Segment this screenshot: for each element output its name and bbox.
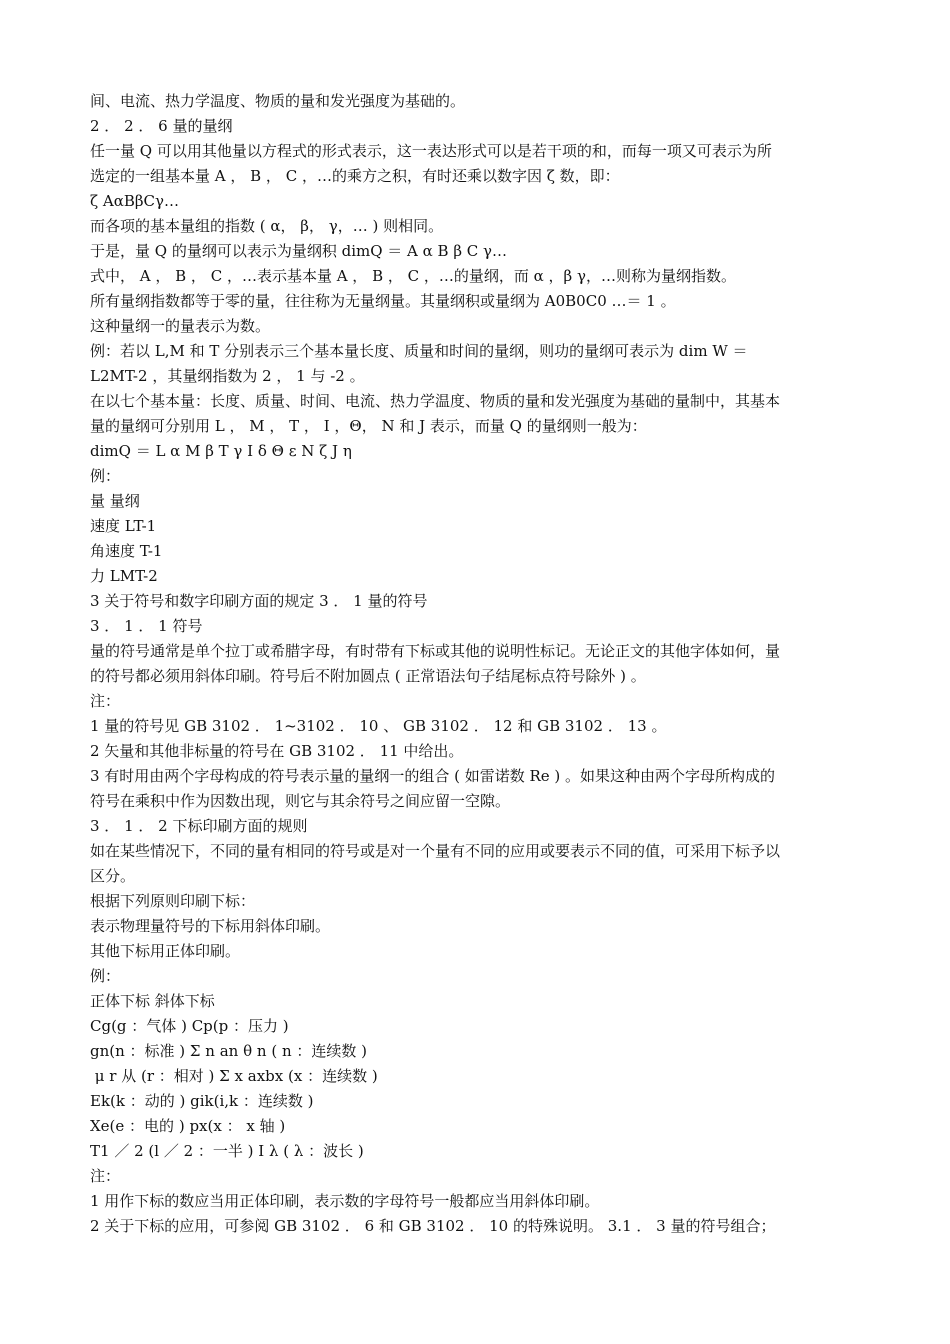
table-row-line: 速度 LT-1 (90, 517, 157, 535)
section-heading: 2 ． 2 ． 6 量的量纲 (90, 117, 233, 135)
table-row-line: Cg(g ：气体 ) Cp(p ：压力 ) (90, 1017, 289, 1035)
table-row-line: gn(n ：标准 ) Σ n an θ n ( n ：连续数 ) (90, 1042, 368, 1060)
table-header-line: 正体下标 斜体下标 (90, 992, 215, 1010)
text-line: 于是，量 Q 的量纲可以表示为量纲积 dimQ ＝ A α B β C γ… (90, 242, 507, 260)
text-line: 根据下列原则印刷下标： (90, 892, 256, 910)
text-line: 量的符号通常是单个拉丁或希腊字母，有时带有下标或其他的说明性标记。无论正文的其他字体如何，量 (90, 642, 781, 660)
table-row-line: μ r 从 (r ：相对 ) Σ x axbx (x ：连续数 ) (90, 1067, 378, 1085)
note-item: 3 有时用由两个字母构成的符号表示量的量纲一的组合 ( 如雷诺数 Re ) 。如果这种由两个字母所构成的 (90, 767, 776, 785)
text-line: 这种量纲一的量表示为数。 (90, 317, 271, 335)
text-line: 区分。 (90, 867, 136, 885)
formula-line: ζ AαBβCγ… (90, 192, 179, 210)
note-item: 2 矢量和其他非标量的符号在 GB 3102 ． 11 中给出。 (90, 742, 464, 760)
text-line: 符号在乘积中作为因数出现，则它与其余符号之间应留一空隙。 (90, 792, 511, 810)
text-line: 在以七个基本量：长度、质量、时间、电流、热力学温度、物质的量和发光强度为基础的量制中，其基本 (90, 392, 781, 410)
note-item: 1 用作下标的数应当用正体印刷，表示数的字母符号一般都应当用斜体印刷。 (90, 1192, 600, 1210)
text-line: 而各项的基本量组的指数 ( α， β， γ，… ) 则相同。 (90, 217, 444, 235)
table-row-line: Xe(e ：电的 ) px(x ： x 轴 ) (90, 1117, 286, 1135)
text-line: L2MT-2 ，其量纲指数为 2 ， 1 与 -2 。 (90, 367, 365, 385)
section-heading: 3 ． 1 ． 2 下标印刷方面的规则 (90, 817, 308, 835)
text-line: 选定的一组基本量 A ， B ， C ，…的乘方之积，有时还乘以数字因 ζ 数，即： (90, 167, 620, 185)
note-label: 注： (90, 1167, 121, 1185)
formula-line: dimQ ＝ L α M β T γ I δ Θ ε N ζ J η (90, 442, 352, 460)
section-heading: 3 关于符号和数字印刷方面的规定 3 ． 1 量的符号 (90, 592, 428, 610)
section-heading: 3 ． 1 ． 1 符号 (90, 617, 203, 635)
note-item: 2 关于下标的应用，可参阅 GB 3102 ． 6 和 GB 3102 ． 10 的特殊说明。 3.1 ． 3 量的符号组合； (90, 1217, 776, 1235)
note-item: 1 量的符号见 GB 3102 ． 1~3102 ． 10 、 GB 3102 ． 12 和 GB 3102 ． 13 。 (90, 717, 667, 735)
text-line: 式中， A ， B ， C ，…表示基本量 A ， B ， C ，…的量纲，而 α ，β γ，…则称为量纲指数。 (90, 267, 736, 285)
text-line: 量的量纲可分别用 L ， M ， T ， I ，Θ， N 和 J 表示，而量 Q 的量纲则一般为： (90, 417, 647, 435)
table-row-line: 力 LMT-2 (90, 567, 158, 585)
text-line: 例：若以 L,M 和 T 分别表示三个基本量长度、质量和时间的量纲，则功的量纲可表示为 dim W ＝ (90, 342, 748, 360)
text-line: 表示物理量符号的下标用斜体印刷。 (90, 917, 331, 935)
table-row-line: T1 ／ 2 (l ／ 2 ：一半 ) I λ ( λ ：波长 ) (90, 1142, 364, 1160)
table-row-line: Ek(k ：动的 ) gik(i,k ：连续数 ) (90, 1092, 314, 1110)
table-header-line: 量 量纲 (90, 492, 140, 510)
text-line: 的符号都必须用斜体印刷。符号后不附加圆点 ( 正常语法句子结尾标点符号除外 ) 。 (90, 667, 646, 685)
text-line: 间、电流、热力学温度、物质的量和发光强度为基础的。 (90, 92, 466, 110)
text-line: 例： (90, 967, 121, 985)
text-line: 所有量纲指数都等于零的量，往往称为无量纲量。其量纲积或量纲为 A0B0C0 …＝ 1 。 (90, 292, 676, 310)
document-page (90, 89, 862, 1239)
text-line: 其他下标用正体印刷。 (90, 942, 241, 960)
table-row-line: 角速度 T-1 (90, 542, 163, 560)
note-label: 注： (90, 692, 121, 710)
text-line: 例： (90, 467, 121, 485)
text-line: 任一量 Q 可以用其他量以方程式的形式表示，这一表达形式可以是若干项的和，而每一项又可表示为所 (90, 142, 772, 160)
text-line: 如在某些情况下，不同的量有相同的符号或是对一个量有不同的应用或要表示不同的值，可采用下标予以 (90, 842, 781, 860)
